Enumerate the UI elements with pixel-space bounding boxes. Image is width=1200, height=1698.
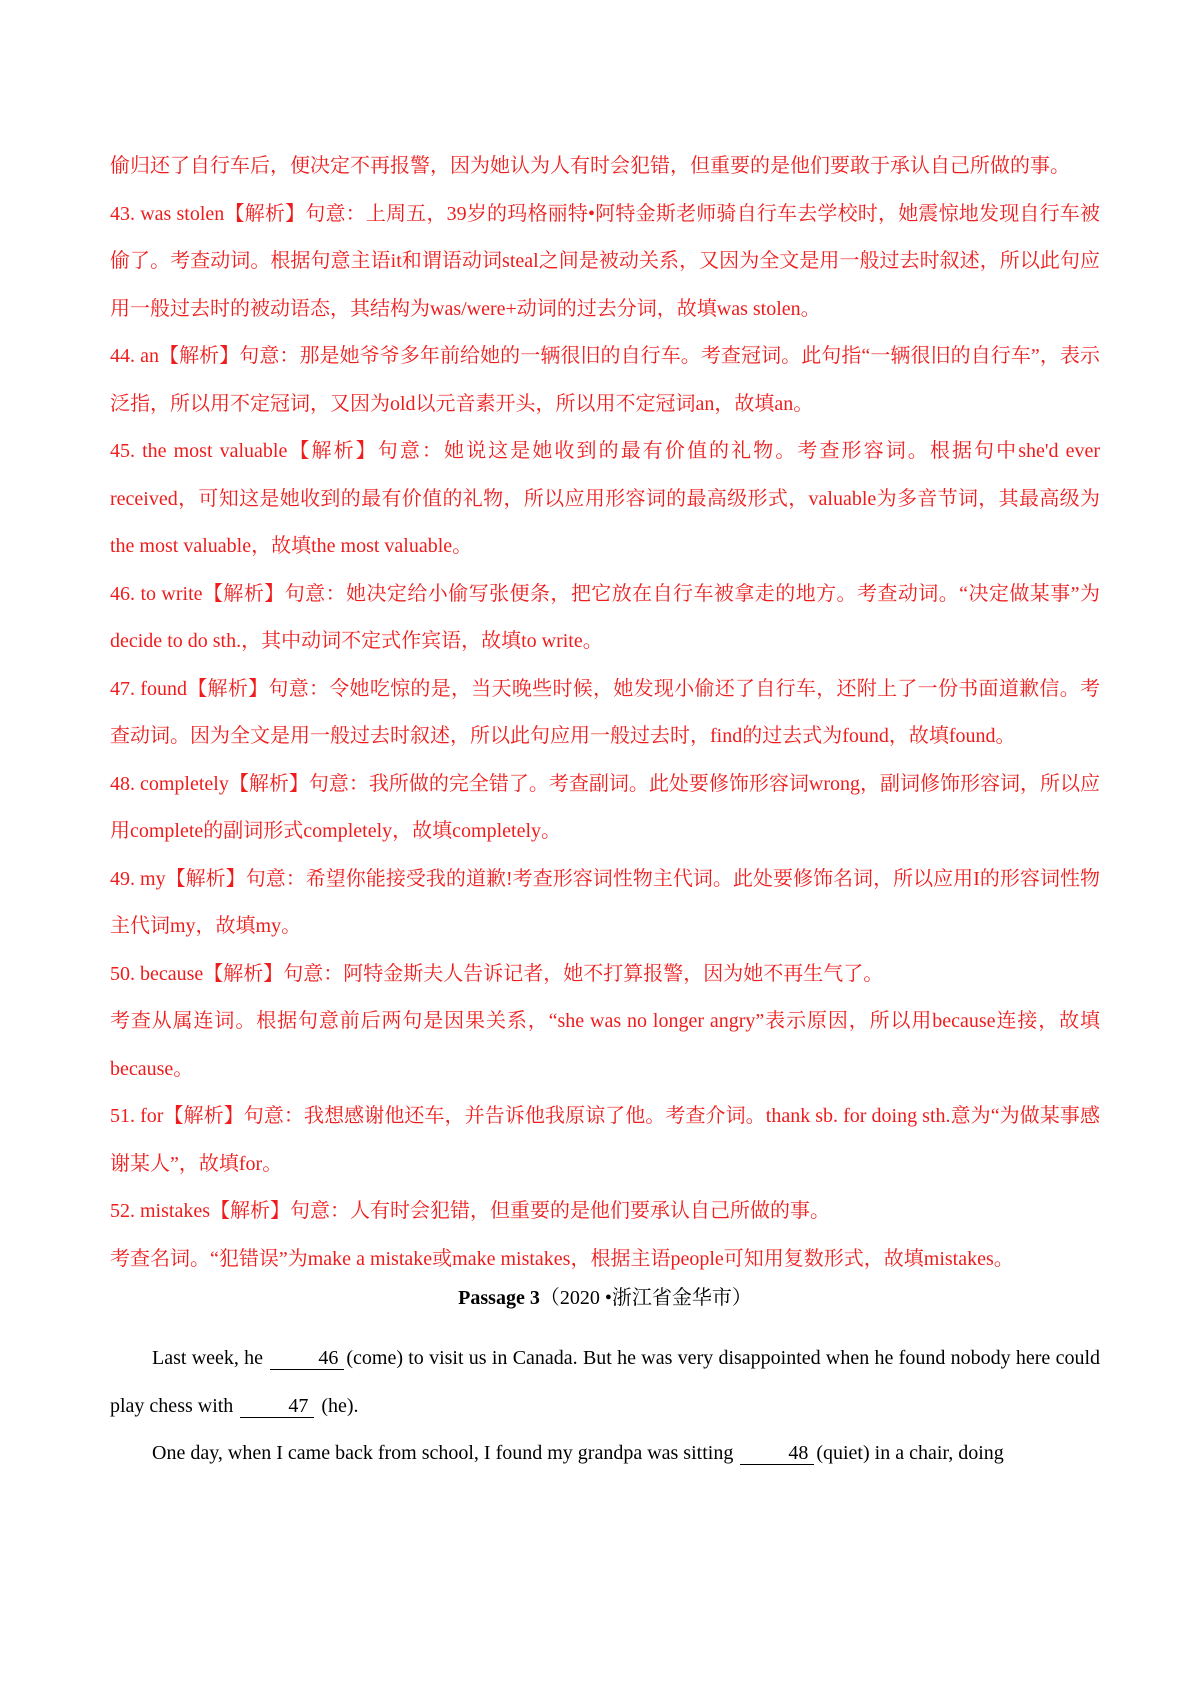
passage-title-bold: Passage 3 [458, 1287, 540, 1309]
passage-title-source: （2020 •浙江省金华市） [539, 1287, 752, 1309]
passage-paragraph-1 [110, 1335, 1100, 1430]
answer-49: 49. my【解析】句意：希望你能接受我的道歉!考查形容词性物主代词。此处要修饰名词，所以应用I的形容词性物主代词my，故填my。 [110, 867, 1100, 937]
passage-title [110, 1283, 1100, 1313]
answer-50: 50. because【解析】句意：阿特金斯夫人告诉记者，她不打算报警，因为她不再生气了。 [110, 962, 884, 985]
passage-text: One day, when I came back from school, I found my grandpa was sitting [152, 1442, 739, 1464]
passage-text: (quiet) in a chair, doing [816, 1442, 1004, 1464]
page-content [110, 143, 1100, 1478]
passage-text: Last week, he [152, 1347, 269, 1369]
blank-48: 48 [740, 1442, 814, 1465]
answer-52: 52. mistakes【解析】句意：人有时会犯错，但重要的是他们要承认自己所做的事。 [110, 1200, 830, 1222]
answer-47: 47. found【解析】句意：令她吃惊的是，当天晚些时候，她发现小偷还了自行车，还附上了一份书面道歉信。考查动词。因为全文是用一般过去时叙述，所以此句应用一般过去时，find的过去式为found，故填found。 [110, 677, 1100, 747]
answer-50-explanation: 考查从属连词。根据句意前后两句是因果关系，“she was no longer angry”表示原因，所以用because连接，故填because。 [110, 1010, 1100, 1080]
passage-paragraph-2 [110, 1430, 1100, 1478]
answer-46: 46. to write【解析】句意：她决定给小偷写张便条，把它放在自行车被拿走的地方。考查动词。“决定做某事”为decide to do sth.，其中动词不定式作宾语，故填to write。 [110, 582, 1100, 652]
answer-43: 43. was stolen【解析】句意：上周五，39岁的玛格丽特•阿特金斯老师骑自行车去学校时，她震惊地发现自行车被偷了。考查动词。根据句意主语it和谓语动词steal之间是被动关系，又因为全文是用一般过去时叙述，所以此句应用一般过去时的被动语态，其结构为was/were+动词的过去分词，故填was stolen。 [110, 202, 1100, 320]
passage-text: (he). [316, 1394, 359, 1417]
answer-explanations [110, 143, 1100, 1283]
blank-46: 46 [270, 1347, 344, 1370]
answer-48: 48. completely【解析】句意：我所做的完全错了。考查副词。此处要修饰形容词wrong，副词修饰形容词，所以应用complete的副词形式completely，故填completely。 [110, 772, 1100, 842]
passage-body [110, 1335, 1100, 1478]
blank-47: 47 [240, 1395, 314, 1418]
answer-44: 44. an【解析】句意：那是她爷爷多年前给她的一辆很旧的自行车。考查冠词。此句指“一辆很旧的自行车”，表示泛指，所以用不定冠词，又因为old以元音素开头，所以用不定冠词an，故填an。 [110, 345, 1100, 415]
passage-text: (come) to visit us in Canada. But he was very disappointed when he found nobody here could play chess with [110, 1347, 1101, 1417]
answer-45: 45. the most valuable【解析】句意：她说这是她收到的最有价值的礼物。考查形容词。根据句中she'd ever received，可知这是她收到的最有价值的礼物，所以应用形容词的最高级形式，valuable为多音节词，其最高级为the most valuable，故填the most valuable。 [110, 440, 1100, 557]
answer-52-explanation: 考查名词。“犯错误”为make a mistake或make mistakes，根据主语people可知用复数形式，故填mistakes。 [110, 1247, 1014, 1270]
answer-paragraph-continued: 偷归还了自行车后，便决定不再报警，因为她认为人有时会犯错，但重要的是他们要敢于承认自己所做的事。 [110, 155, 1070, 177]
answer-51: 51. for【解析】句意：我想感谢他还车，并告诉他我原谅了他。考查介词。thank sb. for doing sth.意为“为做某事感谢某人”，故填for。 [110, 1105, 1100, 1175]
